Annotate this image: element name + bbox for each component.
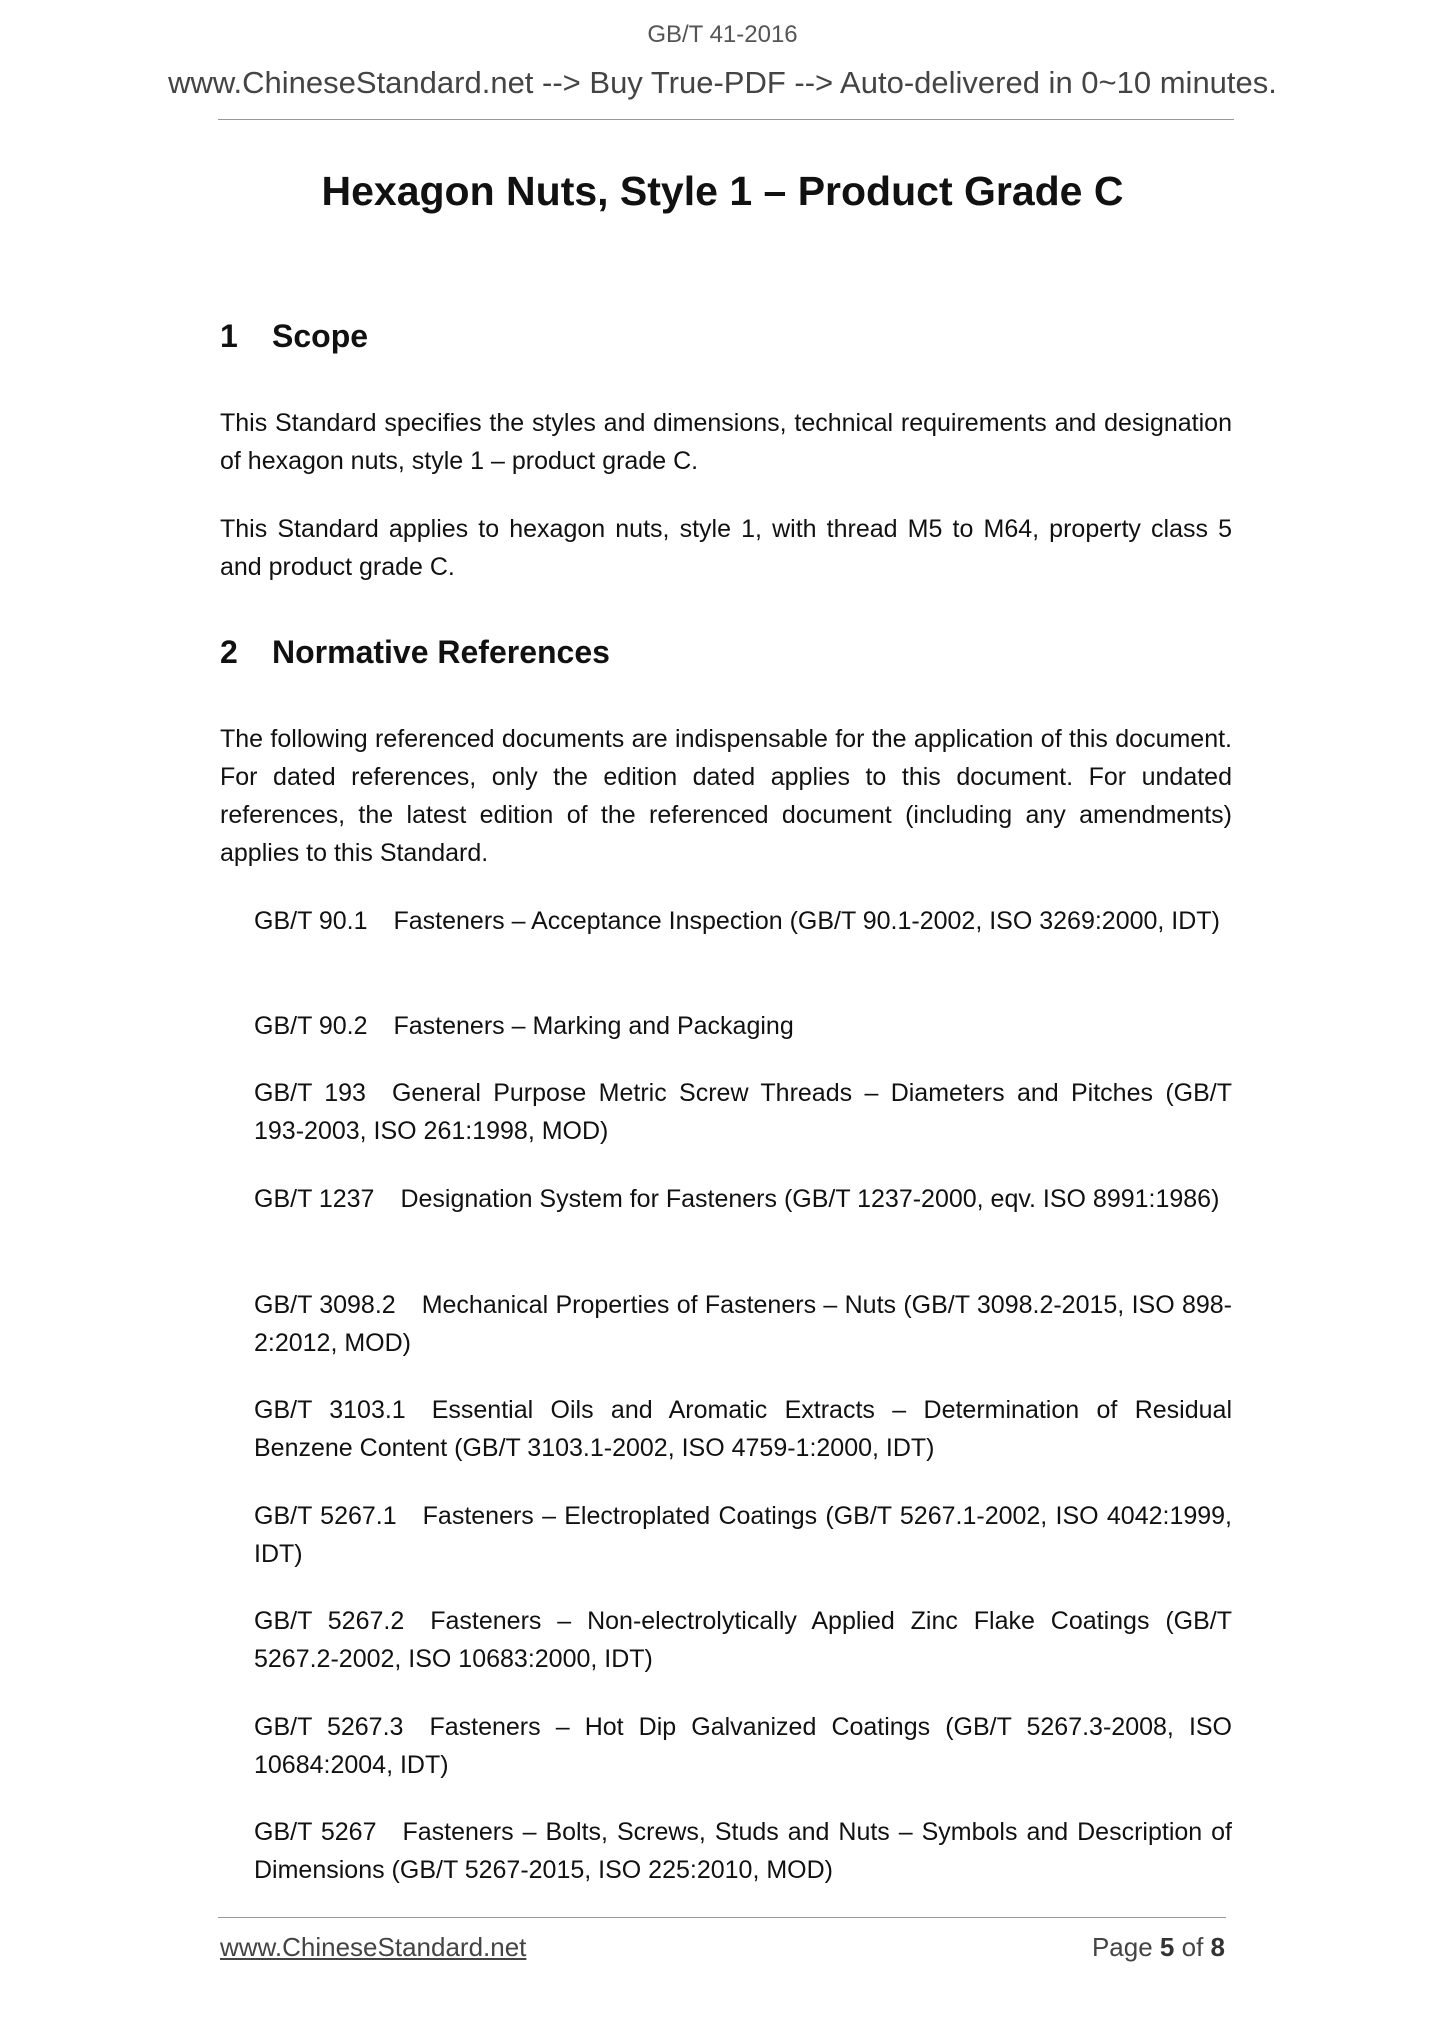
reference-code: GB/T 5267: [254, 1818, 377, 1846]
reference-title: Fasteners – Electroplated Coatings (GB/T 5267.1-2002, ISO 4042:1999, IDT): [254, 1502, 1233, 1568]
paragraph: This Standard specifies the styles and dimensions, technical requirements and designation of hexagon nuts, style 1 – product grade C.: [220, 409, 1232, 475]
reference-item: [254, 1180, 1232, 1218]
reference-title: Essential Oils and Aromatic Extracts – Determination of Residual Benzene Content (GB/T 3103.1-2002, ISO 4759-1:2000, IDT): [254, 1396, 1233, 1462]
reference-title: Fasteners – Acceptance Inspection (GB/T 90.1-2002, ISO 3269:2000, IDT): [393, 907, 1220, 935]
section-heading-scope: [220, 318, 368, 355]
reference-code: GB/T 5267.2: [254, 1607, 405, 1635]
reference-title: Fasteners – Bolts, Screws, Studs and Nuts – Symbols and Description of Dimensions (GB/T 5267-2015, ISO 225:2010, MOD): [254, 1818, 1232, 1884]
reference-title: Mechanical Properties of Fasteners – Nuts (GB/T 3098.2-2015, ISO 898-2:2012, MOD): [254, 1291, 1233, 1357]
page-number: [1092, 1932, 1225, 1963]
reference-item: [254, 1813, 1232, 1889]
reference-code: GB/T 1237: [254, 1185, 375, 1213]
reference-item: [254, 1602, 1232, 1678]
reference-item: [254, 1074, 1232, 1150]
reference-code: GB/T 5267.1: [254, 1502, 397, 1530]
reference-code: GB/T 193: [254, 1079, 366, 1107]
header-banner: www.ChineseStandard.net --> Buy True-PDF --> Auto-delivered in 0~10 minutes.: [168, 65, 1277, 100]
page-of-label: of: [1181, 1932, 1204, 1962]
section-number: 2: [220, 634, 238, 670]
reference-code: GB/T 90.2: [254, 1012, 368, 1040]
section-number: 1: [220, 318, 238, 354]
total-pages: 8: [1210, 1932, 1225, 1962]
current-page: 5: [1159, 1932, 1175, 1962]
reference-item: [254, 902, 1232, 940]
reference-code: GB/T 90.1: [254, 907, 368, 935]
document-title: Hexagon Nuts, Style 1 – Product Grade C: [321, 168, 1124, 214]
footer-website-link[interactable]: www.ChineseStandard.net: [220, 1932, 527, 1962]
reference-item: [254, 1286, 1232, 1362]
page-label: Page: [1091, 1932, 1153, 1962]
reference-code: GB/T 3098.2: [254, 1291, 396, 1319]
paragraph: The following referenced documents are indispensable for the application of this document. For dated references, only the edition dated applies to this document. For undated references, the latest edition of the referenced document (including any amendments) applies to this Standard.: [220, 725, 1232, 867]
reference-title: General Purpose Metric Screw Threads – Diameters and Pitches (GB/T 193-2003, ISO 261:1998, MOD): [254, 1079, 1232, 1145]
section-title: Scope: [272, 318, 369, 354]
reference-item: [254, 1708, 1232, 1784]
reference-title: Fasteners – Non-electrolytically Applied Zinc Flake Coatings (GB/T 5267.2-2002, ISO 10683:2000, IDT): [254, 1607, 1233, 1673]
section-heading-normative-references: [220, 634, 610, 671]
reference-item: [254, 1497, 1232, 1573]
section-title: Normative References: [272, 634, 610, 670]
reference-code: GB/T 5267.3: [254, 1713, 404, 1741]
paragraph: This Standard applies to hexagon nuts, style 1, with thread M5 to M64, property class 5 and product grade C.: [220, 515, 1232, 581]
reference-item: [254, 1391, 1232, 1467]
reference-title: Fasteners – Marking and Packaging: [393, 1012, 794, 1040]
reference-title: Fasteners – Hot Dip Galvanized Coatings (GB/T 5267.3-2008, ISO 10684:2004, IDT): [254, 1713, 1233, 1779]
reference-code: GB/T 3103.1: [254, 1396, 406, 1424]
footer-divider: [218, 1917, 1226, 1918]
header-divider: [218, 119, 1234, 120]
reference-title: Designation System for Fasteners (GB/T 1237-2000, eqv. ISO 8991:1986): [400, 1185, 1220, 1213]
reference-item: [254, 1007, 1232, 1045]
header-doc-code: GB/T 41-2016: [647, 21, 798, 48]
